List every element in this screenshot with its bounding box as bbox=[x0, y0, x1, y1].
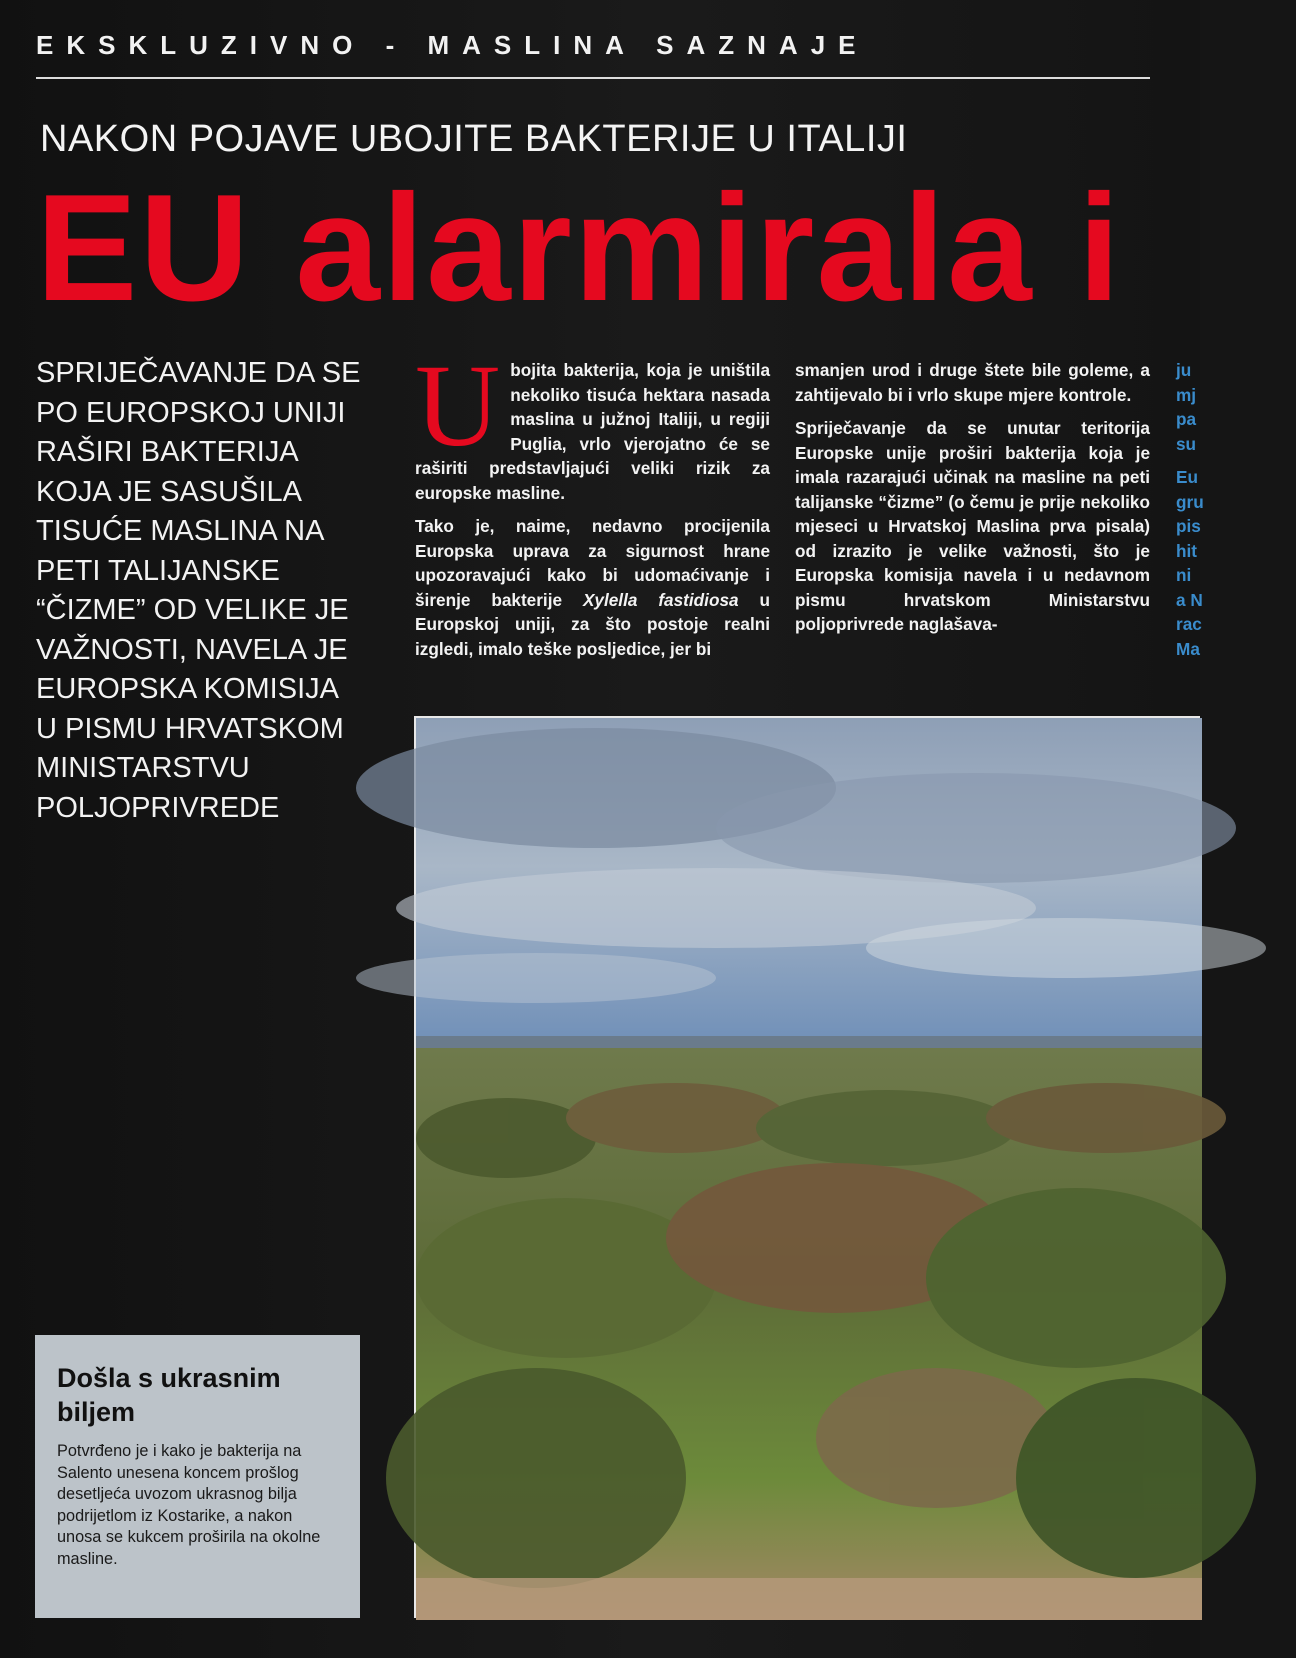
article-column-2 bbox=[795, 358, 1150, 646]
article-column-3-fragment bbox=[1176, 358, 1296, 661]
landscape-illustration bbox=[416, 718, 1202, 1620]
fragment-line: Ma bbox=[1176, 638, 1200, 659]
article-paragraph: Spriječavanje da se unutar teritorija Europske unije proširi bakterija koja je imala razarajući učinak na masline na peti talijanske “čizme” (o čemu je prije nekoliko mjeseci u Hrvatskoj Maslina prva pisala) od izrazito je velike važnosti, što je Europska komisija navela i u nedavnom pismu hrvatskom Ministarstvu poljoprivrede naglašava- bbox=[795, 418, 1150, 634]
fragment-line: pa bbox=[1176, 409, 1197, 429]
species-name: Xylella fastidiosa bbox=[582, 589, 739, 610]
fragment-line: mj bbox=[1176, 384, 1197, 405]
fragment-line: pis bbox=[1176, 516, 1201, 536]
paragraph-text: u Europskoj uniji, za što postoje realni izgledi, imalo teške posljedice, jer bi bbox=[415, 589, 770, 659]
fragment-line: a N bbox=[1176, 589, 1203, 610]
sidebar-title: Došla s ukrasnim biljem bbox=[57, 1363, 281, 1427]
deck: NAKON POJAVE UBOJITE BAKTERIJE U ITALIJI bbox=[40, 118, 908, 160]
article-paragraph bbox=[415, 340, 770, 505]
article-paragraph: smanjen urod i druge štete bile goleme, a zahtijevalo bi i vrlo skupe mjere kontrole. bbox=[795, 360, 1150, 405]
lead-paragraph: SPRIJEČAVANJE DA SE PO EUROPSKOJ UNIJI RAŠIRI BAKTERIJA KOJA JE SASUŠILA TISUĆE MASLINA NA PETI TALIJANSKE “ČIZME” OD VELIKE JE VAŽNOSTI, NAVELA JE EUROPSKA KOMISIJA U PISMU HRVATSKOM MINISTARSTVU POLJOPRIVREDE bbox=[36, 357, 361, 824]
olive-grove-photo bbox=[414, 716, 1200, 1618]
sidebar-body: Potvrđeno je i kako je bakterija na Salento unesena koncem prošlog desetljeća uvozom ukrasnog bilja podrijetlom iz Kostarike, a nakon unosa se kukcem proširila na okolne masline. bbox=[57, 1442, 321, 1568]
fragment-line: gru bbox=[1176, 491, 1204, 512]
article-paragraph bbox=[415, 514, 770, 661]
fragment-line: Eu bbox=[1176, 467, 1198, 487]
fragment-line: ni bbox=[1176, 565, 1192, 585]
article-column-1 bbox=[415, 340, 770, 670]
fragment-line: su bbox=[1176, 433, 1197, 454]
top-rule bbox=[36, 77, 1150, 79]
fragment-line: rac bbox=[1176, 614, 1202, 634]
fragment-line: ju bbox=[1176, 360, 1192, 380]
paragraph-text: Tako je, naime, nedavno procijenila Europska uprava za sigurnost hrane upozoravajući kako bi udomaćivanje i širenje bakterije bbox=[415, 516, 770, 610]
paragraph-text: bojita bakterija, koja je uništila nekoliko tisuća hektara nasada maslina u južnoj Italiji, u regiji Puglia, vrlo vjerojatno će se raširiti predstavljajući veliki rizik za europske masline. bbox=[415, 360, 770, 503]
drop-cap: U bbox=[415, 340, 501, 471]
sidebar-box bbox=[35, 1335, 360, 1618]
fragment-line: hit bbox=[1176, 540, 1197, 561]
headline: EU alarmirala i bbox=[36, 163, 1123, 333]
section-kicker: EKSKLUZIVNO - MASLINA SAZNAJE bbox=[36, 30, 869, 60]
